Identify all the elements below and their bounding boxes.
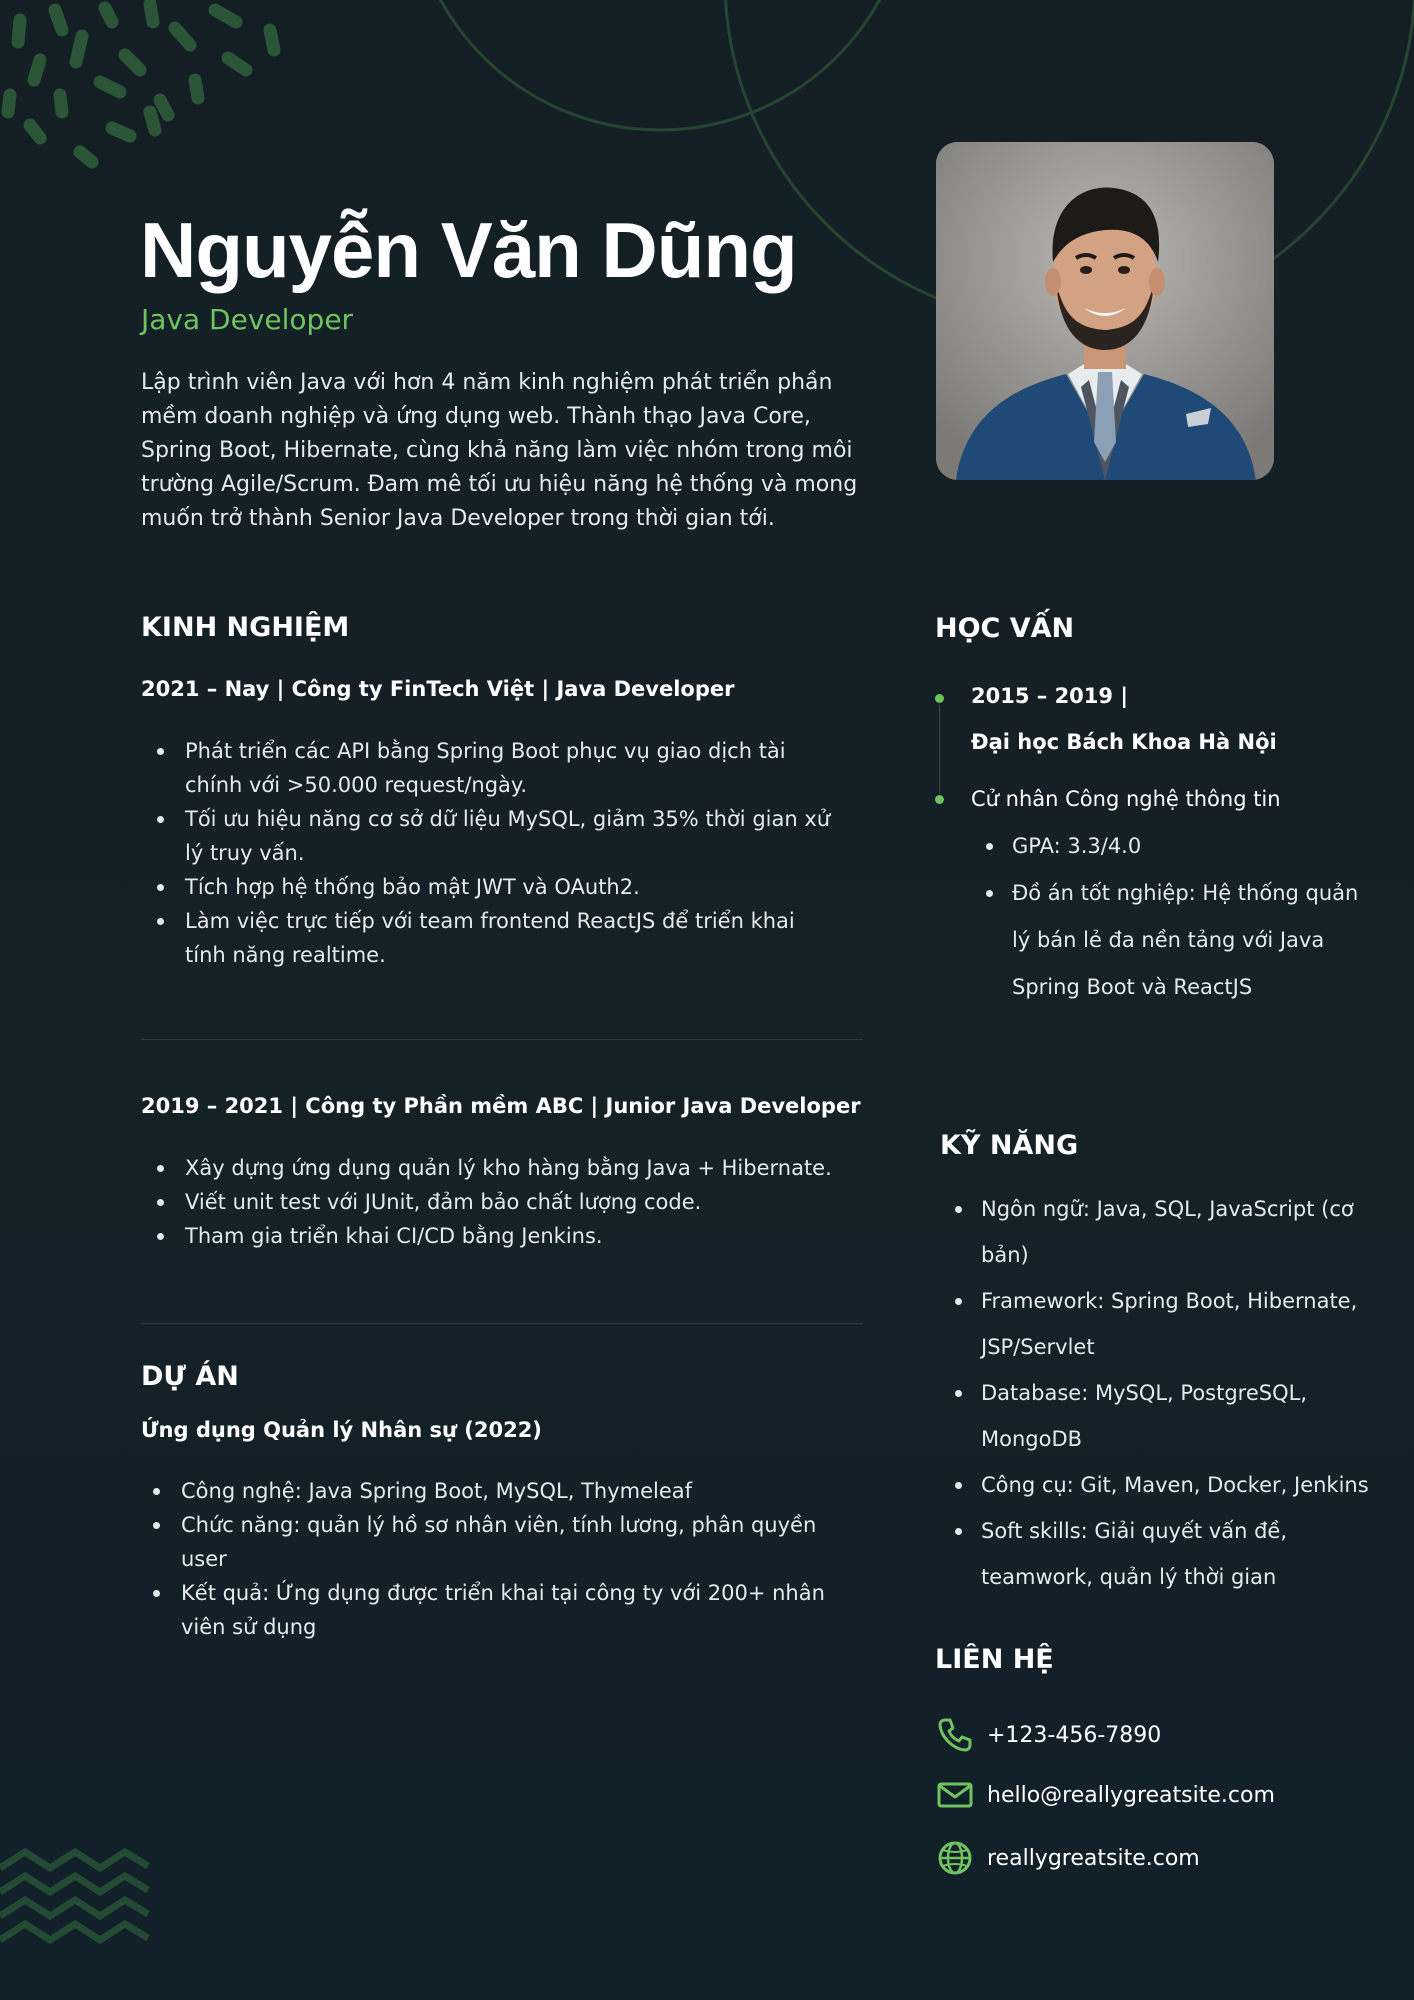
- list-item: Kết quả: Ứng dụng được triển khai tại công ty với 200+ nhân viên sử dụng: [137, 1576, 827, 1644]
- list-item: Xây dựng ứng dụng quản lý kho hàng bằng Java + Hibernate.: [141, 1151, 841, 1185]
- profile-summary: Lập trình viên Java với hơn 4 năm kinh nghiệm phát triển phần mềm doanh nghiệp và ứng dụng web. Thành thạo Java Core, Spring Boot, Hibernate, cùng khả năng làm việc nhóm trong môi trường Agile/Scrum. Đam mê tối ưu hiệu năng hệ thống và mong muốn trở thành Senior Java Developer trong thời gian tới.: [141, 370, 858, 531]
- phone-number: +123-456-7890: [987, 1722, 1162, 1748]
- list-item: Công cụ: Git, Maven, Docker, Jenkins: [941, 1462, 1381, 1508]
- person-portrait-icon: [936, 142, 1274, 480]
- timeline-line: [939, 705, 940, 793]
- list-item: Tích hợp hệ thống bảo mật JWT và OAuth2.: [141, 870, 841, 904]
- education-section-title: HỌC VẤN: [935, 613, 1075, 644]
- candidate-name: Nguyễn Văn Dũng: [140, 206, 797, 294]
- education-years: 2015 – 2019 |: [971, 684, 1128, 708]
- website-link[interactable]: reallygreatsite.com: [987, 1845, 1200, 1871]
- list-item: GPA: 3.3/4.0: [972, 823, 1372, 870]
- project-title: Ứng dụng Quản lý Nhân sự (2022): [141, 1418, 542, 1442]
- section-divider: [141, 1323, 863, 1324]
- list-item: Phát triển các API bằng Spring Boot phục vụ giao dịch tài chính với >50.000 request/ngày.: [141, 734, 841, 802]
- list-item: Database: MySQL, PostgreSQL, MongoDB: [941, 1370, 1381, 1462]
- email-address[interactable]: hello@reallygreatsite.com: [987, 1782, 1275, 1808]
- project-bullets: [137, 1474, 827, 1644]
- education-school: Đại học Bách Khoa Hà Nội: [971, 730, 1277, 754]
- contact-section-title: LIÊN HỆ: [935, 1644, 1054, 1675]
- list-item: Đồ án tốt nghiệp: Hệ thống quản lý bán lẻ đa nền tảng với Java Spring Boot và ReactJS: [972, 870, 1372, 1011]
- contact-website: [935, 1838, 1200, 1878]
- job-1-heading: 2021 – Nay | Công ty FinTech Việt | Java Developer: [141, 677, 735, 701]
- education-details: [972, 823, 1372, 1011]
- profile-photo: [936, 142, 1274, 480]
- skills-section-title: KỸ NĂNG: [940, 1130, 1079, 1161]
- list-item: Chức năng: quản lý hồ sơ nhân viên, tính lương, phân quyền user: [137, 1508, 827, 1576]
- list-item: Ngôn ngữ: Java, SQL, JavaScript (cơ bản): [941, 1186, 1381, 1278]
- projects-section-title: DỰ ÁN: [141, 1361, 239, 1392]
- education-degree: Cử nhân Công nghệ thông tin: [971, 787, 1281, 811]
- list-item: Viết unit test với JUnit, đảm bảo chất lượng code.: [141, 1185, 841, 1219]
- job-2-heading: 2019 – 2021 | Công ty Phần mềm ABC | Junior Java Developer: [141, 1094, 861, 1118]
- list-item: Soft skills: Giải quyết vấn đề, teamwork, quản lý thời gian: [941, 1508, 1381, 1600]
- list-item: Framework: Spring Boot, Hibernate, JSP/Servlet: [941, 1278, 1381, 1370]
- timeline-dot: [935, 795, 944, 804]
- job-1-bullets: [141, 734, 841, 972]
- list-item: Làm việc trực tiếp với team frontend ReactJS để triển khai tính năng realtime.: [141, 904, 841, 972]
- phone-icon: [935, 1715, 975, 1755]
- section-divider: [141, 1039, 863, 1040]
- contact-phone: [935, 1715, 1161, 1755]
- skills-list: [941, 1186, 1381, 1600]
- timeline-dot: [935, 694, 944, 703]
- job-2-bullets: [141, 1151, 841, 1253]
- list-item: Tham gia triển khai CI/CD bằng Jenkins.: [141, 1219, 841, 1253]
- list-item: Tối ưu hiệu năng cơ sở dữ liệu MySQL, giảm 35% thời gian xử lý truy vấn.: [141, 802, 841, 870]
- experience-section-title: KINH NGHIỆM: [141, 612, 350, 643]
- contact-email: [935, 1775, 1275, 1815]
- globe-icon: [935, 1838, 975, 1878]
- list-item: Công nghệ: Java Spring Boot, MySQL, Thymeleaf: [137, 1474, 827, 1508]
- job-role: Java Developer: [141, 303, 354, 336]
- mail-icon: [935, 1775, 975, 1815]
